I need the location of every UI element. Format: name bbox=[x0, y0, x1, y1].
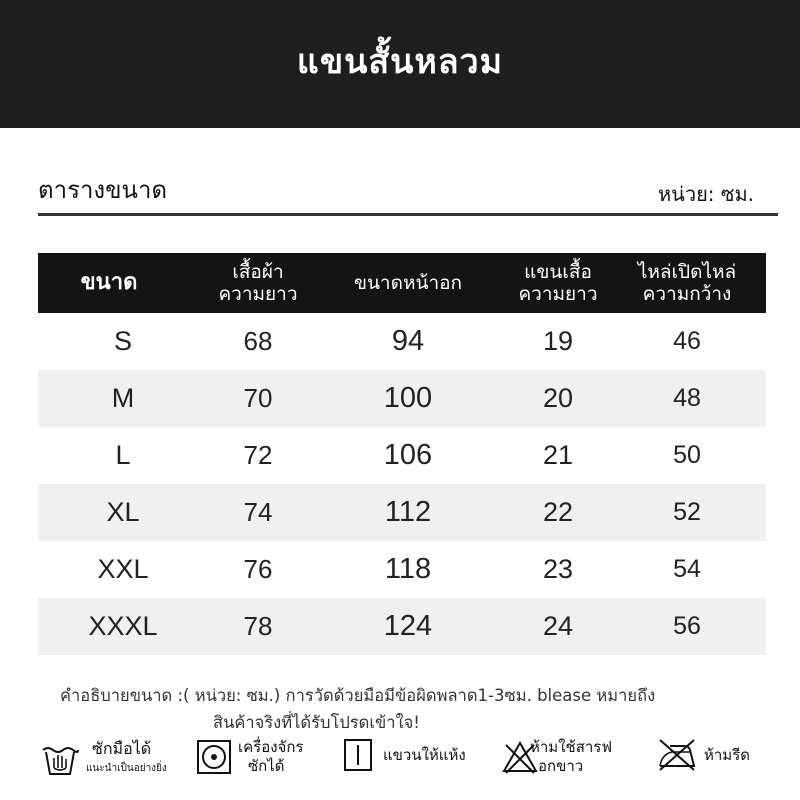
cell-chest: 112 bbox=[384, 496, 432, 528]
cell-length: 72 bbox=[243, 440, 273, 470]
header-size-label: ขนาด bbox=[80, 270, 138, 295]
machine-wash-label: เครื่องจักร bbox=[238, 738, 304, 756]
care-hang-dry bbox=[343, 738, 466, 772]
header-shoulder-line1: ไหล่เปิดไหล่ bbox=[637, 261, 737, 283]
cell-shoulder: 54 bbox=[673, 555, 701, 583]
table-row bbox=[38, 598, 766, 655]
hand-wash-label: ซักมือได้ bbox=[92, 738, 152, 758]
header-chest-label: ขนาดหน้าอก bbox=[353, 272, 463, 294]
machine-wash-label2: ซักได้ bbox=[248, 757, 285, 775]
hang-dry-label: แขวนให้แห้ง bbox=[383, 745, 466, 764]
cell-sleeve: 20 bbox=[542, 383, 574, 413]
size-note bbox=[60, 682, 780, 736]
cell-shoulder: 48 bbox=[673, 384, 701, 412]
care-no-iron bbox=[656, 738, 750, 772]
cell-length: 70 bbox=[243, 383, 273, 413]
cell-sleeve: 24 bbox=[542, 611, 574, 641]
cell-sleeve: 19 bbox=[542, 326, 574, 356]
heading-divider bbox=[38, 213, 778, 216]
cell-chest: 100 bbox=[383, 382, 433, 414]
cell-length: 78 bbox=[243, 611, 273, 641]
unit-label: หน่วย: ซม. bbox=[657, 182, 754, 206]
header-sleeve-length bbox=[508, 261, 608, 305]
header-shoulder-width bbox=[608, 261, 766, 305]
cell-sleeve: 21 bbox=[542, 440, 574, 470]
header-size bbox=[38, 272, 208, 294]
machine-wash-icon bbox=[196, 739, 232, 775]
table-row bbox=[38, 313, 766, 370]
cell-chest: 118 bbox=[384, 553, 432, 585]
cell-size: XL bbox=[106, 497, 140, 527]
no-iron-label: ห้ามรีด bbox=[704, 745, 750, 764]
cell-chest: 106 bbox=[383, 439, 433, 471]
table-header bbox=[38, 253, 766, 313]
cell-size: S bbox=[113, 326, 132, 356]
cell-size: L bbox=[115, 440, 131, 470]
table-row bbox=[38, 541, 766, 598]
hand-wash-sub: แนะนำเป็นอย่างยิ่ง bbox=[86, 762, 167, 774]
title-banner bbox=[0, 0, 800, 128]
header-garment-line2: ความยาว bbox=[218, 283, 298, 305]
cell-size: M bbox=[111, 383, 135, 413]
header-sleeve-line1: แขนเสื้อ bbox=[524, 261, 592, 283]
cell-sleeve: 23 bbox=[542, 554, 574, 584]
header-garment-line1: เสื้อผ้า bbox=[232, 261, 284, 283]
no-bleach-label2: อกขาว bbox=[538, 757, 584, 775]
cell-length: 74 bbox=[243, 497, 273, 527]
cell-chest: 94 bbox=[391, 325, 425, 357]
table-row bbox=[38, 370, 766, 427]
no-iron-icon bbox=[656, 738, 698, 772]
header-garment-length bbox=[208, 261, 308, 305]
cell-length: 68 bbox=[243, 326, 273, 356]
cell-shoulder: 56 bbox=[673, 612, 701, 640]
cell-sleeve: 22 bbox=[542, 497, 574, 527]
hand-wash-icon bbox=[40, 738, 80, 778]
cell-shoulder: 50 bbox=[673, 441, 701, 469]
size-table bbox=[38, 253, 766, 655]
size-note-line1: คำอธิบายขนาด :( หน่วย: ซม.) การวัดด้วยมือมีข้อผิดพลาด1-3ซม. blease หมายถึง bbox=[60, 686, 656, 705]
care-no-bleach bbox=[502, 738, 612, 776]
care-machine-wash bbox=[196, 738, 303, 776]
header-shoulder-line2: ความกว้าง bbox=[642, 283, 732, 305]
banner-title: แขนสั้นหลวม bbox=[296, 42, 504, 82]
size-note-line2: สินค้าจริงที่ได้รับโปรดเข้าใจ! bbox=[213, 713, 420, 732]
cell-size: XXL bbox=[97, 554, 149, 584]
header-sleeve-line2: ความยาว bbox=[518, 283, 598, 305]
hang-dry-icon bbox=[343, 738, 373, 772]
no-bleach-label: ห้ามใช้สารฟ bbox=[530, 738, 612, 756]
care-hand-wash bbox=[40, 738, 167, 778]
size-chart-heading: ตารางขนาด bbox=[38, 176, 168, 204]
cell-shoulder: 52 bbox=[673, 498, 701, 526]
table-row bbox=[38, 484, 766, 541]
cell-size: XXXL bbox=[88, 611, 158, 641]
cell-length: 76 bbox=[243, 554, 273, 584]
cell-shoulder: 46 bbox=[673, 327, 701, 355]
header-chest bbox=[308, 272, 508, 294]
table-row bbox=[38, 427, 766, 484]
cell-chest: 124 bbox=[383, 610, 433, 642]
